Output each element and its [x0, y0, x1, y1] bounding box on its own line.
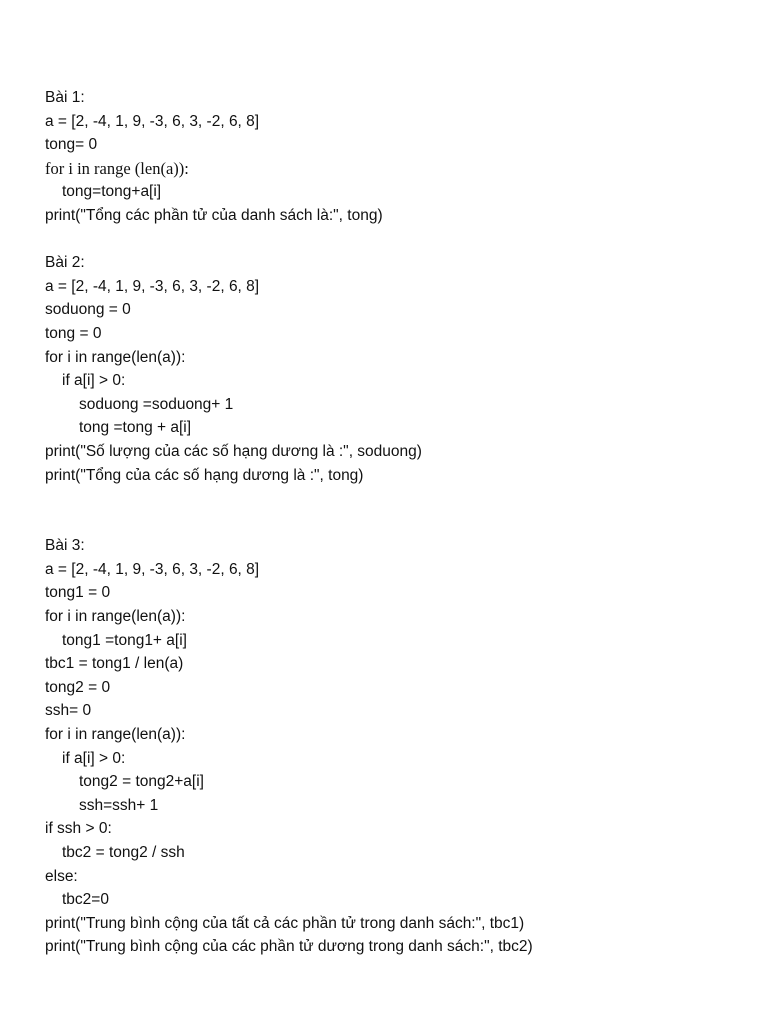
exercise-1-title: Bài 1:: [45, 89, 85, 106]
code-line: tong=tong+a[i]: [62, 183, 162, 201]
code-line: print("Số lượng của các số hạng dương là :", soduong): [45, 442, 422, 460]
code-line: tong1 =tong1+ a[i]: [62, 631, 187, 649]
code-line: a = [2, -4, 1, 9, -3, 6, 3, -2, 6, 8]: [45, 112, 260, 130]
code-line: for i in range(len(a)):: [45, 726, 186, 744]
code-line: for i in range(len(a)):: [45, 608, 186, 626]
exercise-3: [45, 534, 745, 959]
code-line: ssh=ssh+ 1: [79, 796, 159, 814]
code-line: print("Tổng các phần tử của danh sách là:", tong): [45, 206, 383, 224]
code-line: tong2 = 0: [45, 678, 111, 696]
code-line: if a[i] > 0:: [62, 749, 126, 767]
code-line: for i in range (len(a)):: [45, 158, 189, 178]
exercise-3-title: Bài 3:: [45, 537, 85, 555]
code-line: soduong = 0: [45, 301, 131, 319]
code-line: tong2 = tong2+a[i]: [79, 773, 204, 791]
code-line: a = [2, -4, 1, 9, -3, 6, 3, -2, 6, 8]: [45, 277, 260, 295]
exercise-1: [45, 86, 745, 228]
code-line: ssh= 0: [45, 702, 92, 720]
code-line: tbc2=0: [62, 891, 109, 909]
document-body: [45, 86, 745, 959]
exercise-2: [45, 251, 745, 487]
code-line: print("Trung bình cộng của tất cả các phần tử trong danh sách:", tbc1): [45, 914, 525, 932]
code-line: tbc1 = tong1 / len(a): [45, 655, 184, 673]
code-line: tong1 = 0: [45, 584, 111, 602]
spacer: [45, 487, 745, 534]
code-line: tbc2 = tong2 / ssh: [62, 844, 185, 861]
code-line: else:: [45, 867, 78, 885]
code-line: tong= 0: [45, 136, 98, 154]
code-line: if ssh > 0:: [45, 820, 112, 838]
code-line: tong =tong + a[i]: [79, 419, 192, 437]
spacer: [45, 228, 745, 252]
exercise-2-title: Bài 2:: [45, 254, 85, 272]
code-line: a = [2, -4, 1, 9, -3, 6, 3, -2, 6, 8]: [45, 560, 260, 578]
code-line: if a[i] > 0:: [62, 372, 126, 390]
code-line: print("Tổng của các số hạng dương là :", tong): [45, 466, 364, 484]
code-line: for i in range(len(a)):: [45, 348, 186, 366]
code-line: soduong =soduong+ 1: [79, 395, 234, 413]
code-line: print("Trung bình cộng của các phần tử dương trong danh sách:", tbc2): [45, 938, 533, 956]
code-line: tong = 0: [45, 324, 102, 342]
